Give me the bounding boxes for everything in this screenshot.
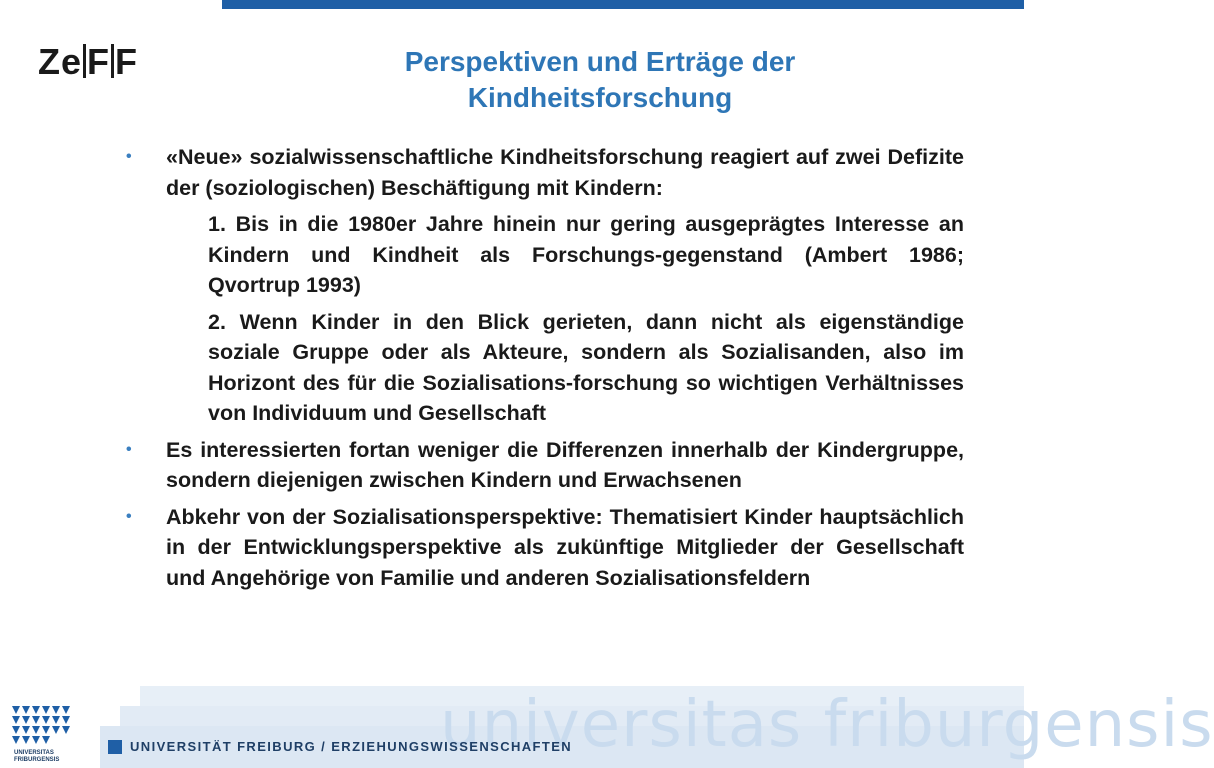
bullet-text-1: «Neue» sozialwissenschaftliche Kindheitsforschung reagiert auf zwei Defizite der (soziologischen) Beschäftigung mit Kindern:: [166, 145, 964, 200]
logo-separator: [83, 44, 86, 78]
bullet-marker: •: [126, 507, 132, 525]
bullet-marker: •: [126, 440, 132, 458]
bullet-text-2: Es interessierten fortan weniger die Differenzen innerhalb der Kindergruppe, sondern diejenigen zwischen Kindern und Erwachsenen: [166, 437, 964, 492]
sub-item-2: 2. Wenn Kinder in den Blick gerieten, dann nicht als eigenständige soziale Gruppe oder als Akteure, sondern als Sozialisanden, also im Horizont des für die Sozialisations-forschung so wichtigen Verhältnisses von Individuum und Gesellschaft: [208, 309, 964, 425]
bullet-text-3: Abkehr von der Sozialisationsperspektive: Thematisiert Kinder hauptsächlich in der Entwicklungsperspektive als zukünftige Mitglieder der Gesellschaft und Angehörige von Familie und anderen Sozialisationsfeldern: [166, 504, 964, 590]
slide-title-line1: Perspektiven und Erträge der: [404, 46, 796, 77]
logo-part-f1: F: [87, 41, 111, 82]
logo-part-f2: F: [115, 41, 139, 82]
bullet-item-2: [122, 435, 964, 496]
zeff-logo: [38, 40, 138, 84]
slide-title-line2: Kindheitsforschung: [467, 82, 733, 113]
sub-item-1: 1. Bis in die 1980er Jahre hinein nur gering ausgeprägtes Interesse an Kindern und Kindheit als Forschungs-gegenstand (Ambert 1986; Qvortrup 1993): [208, 212, 964, 297]
footer-text: UNIVERSITÄT FREIBURG / ERZIEHUNGSWISSENSCHAFTEN: [130, 739, 573, 754]
top-accent-bar: [222, 0, 1024, 9]
university-logo-text: UNIVERSITAS FRIBURGENSIS: [14, 750, 60, 763]
slide-content: [122, 142, 964, 599]
logo-part-ze: Ze: [38, 41, 83, 82]
footer-square-icon: [108, 740, 122, 754]
slide-title: [340, 44, 860, 116]
bullet-item-3: [122, 502, 964, 594]
bullet-marker: •: [126, 148, 132, 165]
bullet-item-1: [122, 142, 964, 203]
logo-separator: [111, 44, 114, 78]
footer-watermark: universitas friburgensis: [440, 688, 1214, 762]
